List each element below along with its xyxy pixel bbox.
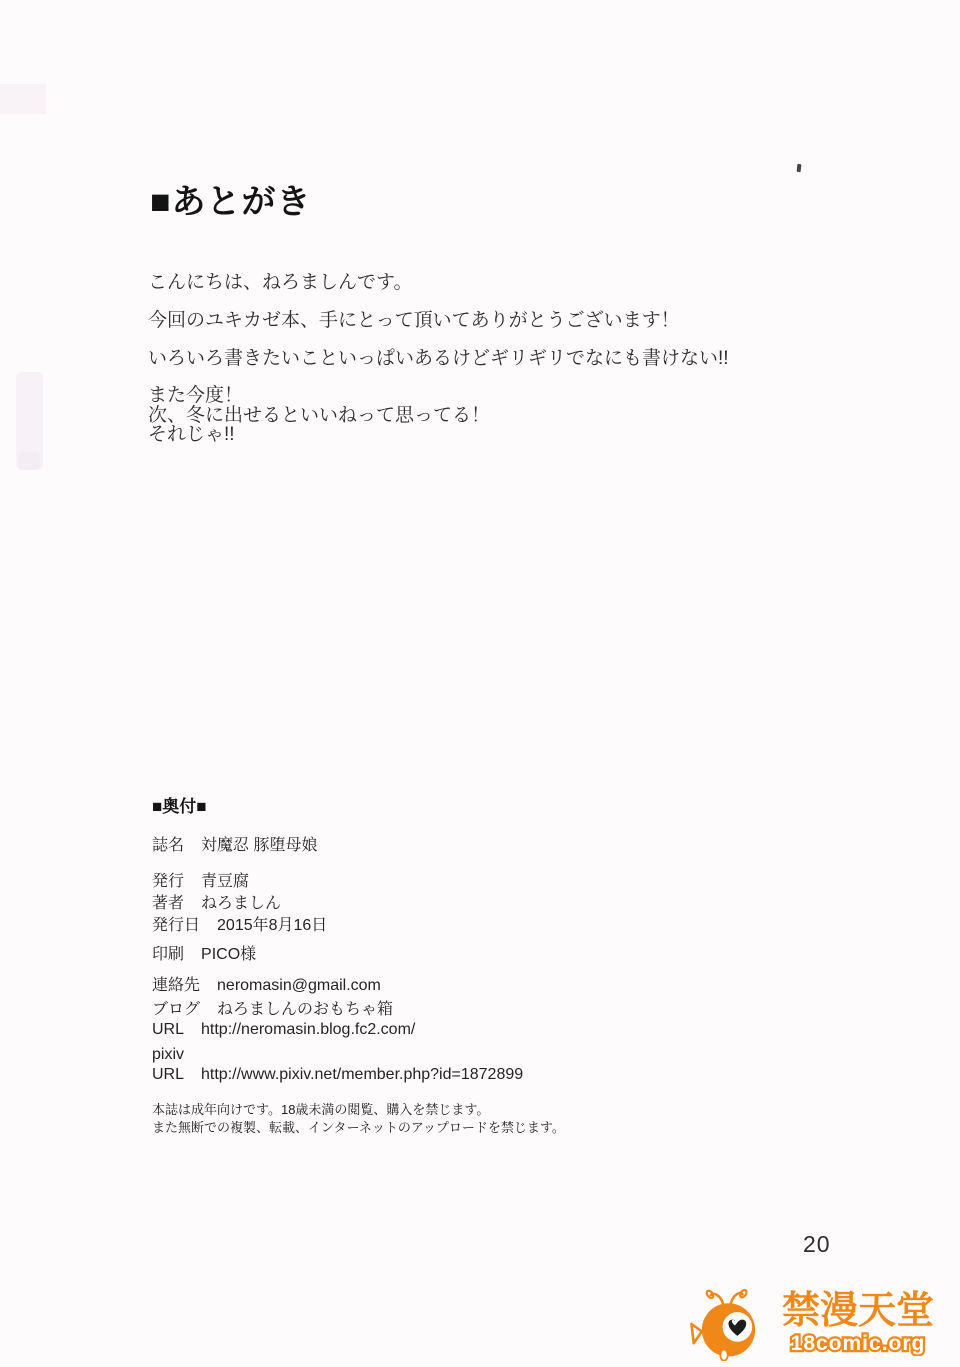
adult-notice-line: 本誌は成年向けです。18歳未満の閲覧、購入を禁じます。 [152, 1102, 490, 1117]
colophon-row-blog-url [152, 1020, 565, 1040]
watermark-site-url [773, 1330, 943, 1356]
site-watermark [690, 1284, 952, 1364]
colophon-row-title [152, 836, 565, 856]
contact-email: neromasin@gmail.com [217, 977, 381, 994]
colophon-value: ねろましんのおもちゃ箱 [217, 1001, 394, 1018]
colophon-row-author [152, 894, 565, 914]
afterword-closing [148, 386, 729, 445]
colophon-row-publisher [152, 872, 565, 892]
colophon-label: 印刷 [152, 946, 185, 963]
colophon-value: PICO様 [201, 946, 257, 963]
colophon-row-contact-email [152, 976, 565, 996]
colophon-value: 対魔忍 豚堕母娘 [201, 837, 318, 854]
page-number: 20 [803, 1231, 831, 1257]
colophon-row-pixiv [152, 1045, 565, 1065]
colophon-label: 著者 [152, 895, 185, 912]
scan-edge-smudge [18, 452, 40, 470]
pixiv-url: http://www.pixiv.net/member.php?id=1872899 [201, 1066, 524, 1083]
afterword-paragraph: こんにちは、ねろましんです。 [148, 272, 413, 293]
colophon-label: ブログ [152, 1001, 201, 1018]
afterword-paragraph: 今回のユキカゼ本、手にとって頂いてありがとうございます！ [148, 310, 680, 331]
colophon-label: 発行日 [152, 917, 201, 934]
mascot-whale-icon [690, 1287, 764, 1361]
afterword-paragraph: いろいろ書きたいこといっぱいあるけどギリギリでなにも書けない!! [148, 348, 729, 369]
afterword-body [148, 272, 729, 445]
colophon-row-pixiv-url [152, 1065, 565, 1085]
colophon-header: ■奥付■ [152, 797, 207, 816]
colophon-label: URL [152, 1066, 185, 1083]
colophon-label: 発行 [152, 873, 185, 890]
afterword-closing-line: 次、冬に出せるといいねって思ってる！ [148, 404, 491, 426]
watermark-text [764, 1292, 952, 1356]
colophon [152, 797, 565, 1136]
adult-notice-line: また無断での複製、転載、インターネットのアップロードを禁じます。 [152, 1119, 565, 1135]
colophon-row-printer [152, 945, 565, 965]
svg-text:18comic.org: 18comic.org [790, 1331, 926, 1355]
afterword-closing-line: また今度！ [148, 385, 244, 406]
adult-notice [152, 1101, 565, 1136]
colophon-row-publish-date [152, 916, 565, 936]
colophon-label: pixiv [152, 1046, 185, 1063]
watermark-site-name: 禁漫天堂 [781, 1290, 934, 1333]
colophon-value: 青豆腐 [201, 873, 250, 890]
scan-edge-smudge [0, 84, 46, 114]
afterword-title: ■あとがき [150, 183, 312, 221]
blog-url: http://neromasin.blog.fc2.com/ [201, 1021, 416, 1038]
colophon-label: 誌名 [152, 837, 185, 854]
colophon-value: ねろましん [201, 895, 282, 912]
colophon-label: URL [152, 1021, 185, 1038]
ink-speck [797, 164, 802, 172]
colophon-label: 連絡先 [152, 977, 201, 994]
colophon-row-blog [152, 1000, 565, 1020]
colophon-value: 2015年8月16日 [217, 917, 328, 934]
afterword-closing-line: それじゃ!! [148, 424, 235, 445]
